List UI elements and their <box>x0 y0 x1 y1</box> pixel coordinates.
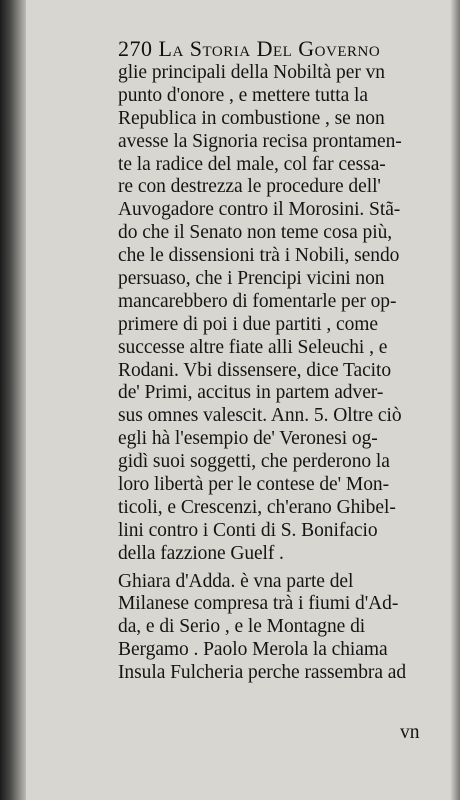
text-line: Milanese compresa trà i fiumi d'Ad- <box>118 593 399 615</box>
running-head <box>118 36 380 62</box>
text-line: re con destrezza le procedure dell' <box>118 176 381 198</box>
text-block <box>118 62 438 685</box>
text-line: glie principali della Nobiltà per vn <box>118 62 385 83</box>
text-line: avesse la Signoria recisa prontamen- <box>118 130 402 152</box>
text-line: Rodani. Vbi dissensere, dice Tacito <box>118 359 392 381</box>
text-line: della fazzione Guelf . <box>118 542 284 564</box>
running-title: La Storia Del Governo <box>158 36 381 61</box>
catchword: vn <box>400 722 420 743</box>
text-line: te la radice del male, col far cessa- <box>118 153 386 175</box>
text-line: Auvogadore contro il Morosini. Stã- <box>118 199 401 221</box>
text-line: lini contro i Conti di S. Bonifacio <box>118 519 378 541</box>
paragraph-1 <box>118 62 438 566</box>
text-line: primere di poi i due partiti , come <box>118 313 378 335</box>
text-line: mancarebbero di fomentarle per op- <box>118 290 397 312</box>
text-line: ticoli, e Crescenzi, ch'erano Ghibel- <box>118 496 396 518</box>
text-line: loro libertà per le contese de' Mon- <box>118 474 390 496</box>
text-line: Bergamo . Paolo Merola la chiama <box>118 639 388 661</box>
text-line: da, e di Serio , e le Montagne di <box>118 616 366 638</box>
text-line: che le dissensioni trà i Nobili, sendo <box>118 245 400 267</box>
paragraph-2 <box>118 571 438 685</box>
text-line: gidì suoi soggetti, che perderono la <box>118 451 390 473</box>
text-line: egli hà l'esempio de' Veronesi og- <box>118 428 378 450</box>
text-line: punto d'onore , e mettere tutta la <box>118 84 369 106</box>
text-line: do che il Senato non teme cosa più, <box>118 222 393 244</box>
text-line: successe altre fiate alli Seleuchi , e <box>118 336 388 358</box>
text-line: persuaso, che i Prencipi vicini non <box>118 268 385 290</box>
text-line: sus omnes valescit. Ann. 5. Oltre ciò <box>118 405 402 427</box>
text-line: Insula Fulcheria perche rassembra ad <box>118 662 407 684</box>
text-line: Ghiara d'Adda. è vna parte del <box>118 570 354 592</box>
text-line: Republica in combustione , se non <box>118 107 385 129</box>
page-number: 270 <box>118 36 153 61</box>
text-line: de' Primi, accitus in partem adver- <box>118 382 384 404</box>
